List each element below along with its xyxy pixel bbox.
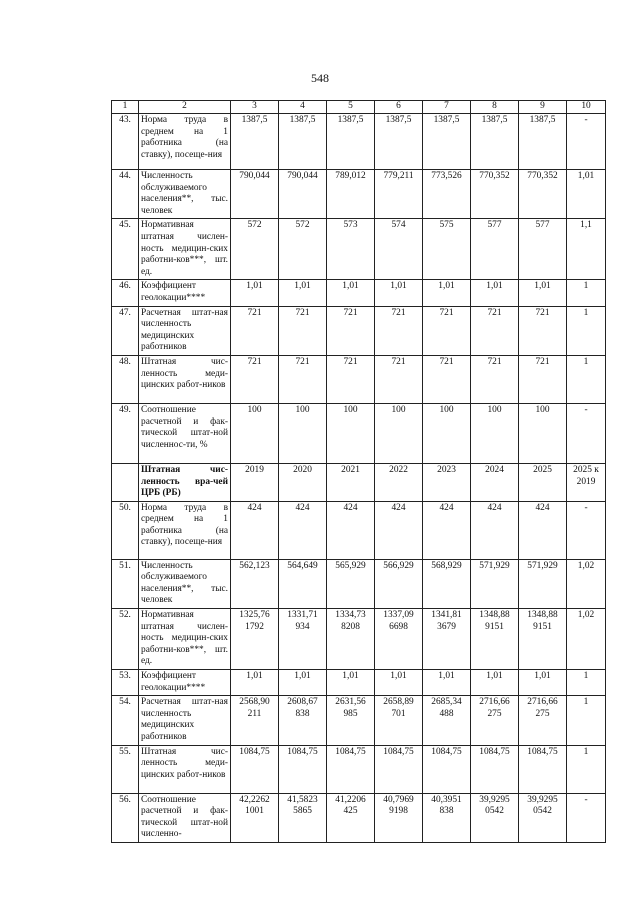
value-cell: 1,01 bbox=[567, 170, 606, 219]
value-cell: 1084,75 bbox=[375, 745, 423, 793]
value-cell: 424 bbox=[375, 501, 423, 559]
value-cell: 721 bbox=[375, 306, 423, 355]
value-cell: 424 bbox=[519, 501, 567, 559]
value-cell: 1387,5 bbox=[231, 114, 279, 170]
value-cell: 424 bbox=[231, 501, 279, 559]
value-cell: 721 bbox=[423, 355, 471, 403]
header-cell: 7 bbox=[423, 101, 471, 114]
value-cell: 1084,75 bbox=[327, 745, 375, 793]
value-cell: 1 bbox=[567, 355, 606, 403]
table-row bbox=[112, 219, 606, 280]
row-number: 47. bbox=[112, 306, 139, 355]
value-cell: 2019 bbox=[231, 463, 279, 501]
value-cell: 100 bbox=[375, 403, 423, 463]
value-cell: 573 bbox=[327, 219, 375, 280]
value-cell: 575 bbox=[423, 219, 471, 280]
value-cell: 1,01 bbox=[423, 280, 471, 306]
row-number: 52. bbox=[112, 609, 139, 670]
value-cell: 100 bbox=[423, 403, 471, 463]
header-cell: 3 bbox=[231, 101, 279, 114]
value-cell: 1084,75 bbox=[519, 745, 567, 793]
value-cell: 1,01 bbox=[519, 670, 567, 696]
header-cell: 5 bbox=[327, 101, 375, 114]
value-cell: 1 bbox=[567, 306, 606, 355]
value-cell: 1,01 bbox=[327, 280, 375, 306]
value-cell: 1387,5 bbox=[519, 114, 567, 170]
value-cell: 2658,89 701 bbox=[375, 696, 423, 745]
row-number: 54. bbox=[112, 696, 139, 745]
header-cell: 1 bbox=[112, 101, 139, 114]
row-number: 56. bbox=[112, 793, 139, 842]
value-cell: 1,01 bbox=[519, 280, 567, 306]
value-cell: 572 bbox=[279, 219, 327, 280]
row-label: Штатная чис-ленность меди-цинских работ-ников bbox=[139, 355, 231, 403]
value-cell: 40,7969 9198 bbox=[375, 793, 423, 842]
value-cell: 773,526 bbox=[423, 170, 471, 219]
row-number: 55. bbox=[112, 745, 139, 793]
row-number: 51. bbox=[112, 559, 139, 608]
value-cell: 721 bbox=[423, 306, 471, 355]
value-cell: 790,044 bbox=[231, 170, 279, 219]
value-cell: 1,01 bbox=[279, 280, 327, 306]
value-cell: 1,01 bbox=[327, 670, 375, 696]
value-cell: 577 bbox=[471, 219, 519, 280]
value-cell: 1,02 bbox=[567, 559, 606, 608]
table-body bbox=[112, 101, 606, 843]
value-cell: 770,352 bbox=[519, 170, 567, 219]
row-label: Расчетная штат-ная численность медицинских работников bbox=[139, 696, 231, 745]
value-cell: 1,01 bbox=[231, 280, 279, 306]
value-cell: 1,02 bbox=[567, 609, 606, 670]
value-cell: 1 bbox=[567, 280, 606, 306]
value-cell: 790,044 bbox=[279, 170, 327, 219]
value-cell: 721 bbox=[327, 306, 375, 355]
value-cell: 2685,34 488 bbox=[423, 696, 471, 745]
value-cell: 571,929 bbox=[519, 559, 567, 608]
table-row bbox=[112, 280, 606, 306]
table-row bbox=[112, 559, 606, 608]
value-cell: 1084,75 bbox=[471, 745, 519, 793]
value-cell: 564,649 bbox=[279, 559, 327, 608]
value-cell: 1 bbox=[567, 745, 606, 793]
row-label: Численность обслуживаемого населения**, тыс. человек bbox=[139, 170, 231, 219]
value-cell: 721 bbox=[279, 355, 327, 403]
value-cell: 1,01 bbox=[375, 280, 423, 306]
value-cell: 1334,73 8208 bbox=[327, 609, 375, 670]
value-cell: 1,01 bbox=[423, 670, 471, 696]
row-label: Коэффициент геолокации**** bbox=[139, 670, 231, 696]
value-cell: 1348,88 9151 bbox=[471, 609, 519, 670]
row-number: 50. bbox=[112, 501, 139, 559]
table-row bbox=[112, 793, 606, 842]
value-cell: 41,2206 425 bbox=[327, 793, 375, 842]
value-cell: 721 bbox=[279, 306, 327, 355]
value-cell: 1,01 bbox=[471, 670, 519, 696]
value-cell: 2608,67 838 bbox=[279, 696, 327, 745]
row-label: Норма труда в среднем на 1 работника (на ставку), посеще-ния bbox=[139, 114, 231, 170]
row-number: 44. bbox=[112, 170, 139, 219]
header-cell: 9 bbox=[519, 101, 567, 114]
header-cell: 10 bbox=[567, 101, 606, 114]
table-row bbox=[112, 306, 606, 355]
row-label: Соотношение расчетной и фак-тической штат-ной численнос-ти, % bbox=[139, 403, 231, 463]
value-cell: 1084,75 bbox=[423, 745, 471, 793]
table-row bbox=[112, 355, 606, 403]
value-cell: 1084,75 bbox=[279, 745, 327, 793]
value-cell: 577 bbox=[519, 219, 567, 280]
value-cell: 721 bbox=[519, 355, 567, 403]
staffing-table bbox=[111, 100, 606, 843]
value-cell: 565,929 bbox=[327, 559, 375, 608]
value-cell: 1387,5 bbox=[279, 114, 327, 170]
value-cell: 1348,88 9151 bbox=[519, 609, 567, 670]
value-cell: 100 bbox=[231, 403, 279, 463]
value-cell: 1,01 bbox=[231, 670, 279, 696]
row-label: Расчетная штат-ная численность медицинских работников bbox=[139, 306, 231, 355]
header-cell: 6 bbox=[375, 101, 423, 114]
value-cell: 424 bbox=[279, 501, 327, 559]
value-cell: 1387,5 bbox=[327, 114, 375, 170]
value-cell: 1 bbox=[567, 696, 606, 745]
value-cell: 2022 bbox=[375, 463, 423, 501]
value-cell: 2024 bbox=[471, 463, 519, 501]
table-row bbox=[112, 745, 606, 793]
row-number bbox=[112, 463, 139, 501]
value-cell: 2025 к 2019 bbox=[567, 463, 606, 501]
value-cell: 721 bbox=[519, 306, 567, 355]
value-cell: 2020 bbox=[279, 463, 327, 501]
value-cell: 789,012 bbox=[327, 170, 375, 219]
row-label: Соотношение расчетной и фак-тической штат-ной численно- bbox=[139, 793, 231, 842]
value-cell: 1 bbox=[567, 670, 606, 696]
value-cell: 2716,66 275 bbox=[519, 696, 567, 745]
header-row bbox=[112, 101, 606, 114]
value-cell: 562,123 bbox=[231, 559, 279, 608]
value-cell: 721 bbox=[327, 355, 375, 403]
row-number: 53. bbox=[112, 670, 139, 696]
row-label: Штатная чис-ленность вра-чей ЦРБ (РБ) bbox=[139, 463, 231, 501]
value-cell: 571,929 bbox=[471, 559, 519, 608]
row-number: 48. bbox=[112, 355, 139, 403]
value-cell: 100 bbox=[279, 403, 327, 463]
value-cell: 721 bbox=[375, 355, 423, 403]
value-cell: 770,352 bbox=[471, 170, 519, 219]
table-row bbox=[112, 463, 606, 501]
value-cell: 42,2262 1001 bbox=[231, 793, 279, 842]
value-cell: 41,5823 5865 bbox=[279, 793, 327, 842]
value-cell: 574 bbox=[375, 219, 423, 280]
row-label: Коэффициент геолокации**** bbox=[139, 280, 231, 306]
table-row bbox=[112, 670, 606, 696]
table-row bbox=[112, 609, 606, 670]
table-row bbox=[112, 403, 606, 463]
value-cell: 1387,5 bbox=[375, 114, 423, 170]
value-cell: 40,3951 838 bbox=[423, 793, 471, 842]
value-cell: - bbox=[567, 501, 606, 559]
value-cell: 39,9295 0542 bbox=[471, 793, 519, 842]
value-cell: - bbox=[567, 403, 606, 463]
row-label: Нормативная штатная числен-ность медицин-ских работни-ков***, шт. ед. bbox=[139, 609, 231, 670]
value-cell: 2025 bbox=[519, 463, 567, 501]
row-label: Норма труда в среднем на 1 работника (на ставку), посеще-ния bbox=[139, 501, 231, 559]
value-cell: 721 bbox=[471, 306, 519, 355]
table-row bbox=[112, 501, 606, 559]
value-cell: 2568,90 211 bbox=[231, 696, 279, 745]
value-cell: 2021 bbox=[327, 463, 375, 501]
value-cell: 100 bbox=[519, 403, 567, 463]
header-cell: 4 bbox=[279, 101, 327, 114]
value-cell: 779,211 bbox=[375, 170, 423, 219]
table-row bbox=[112, 170, 606, 219]
row-number: 43. bbox=[112, 114, 139, 170]
row-number: 45. bbox=[112, 219, 139, 280]
row-label: Численность обслуживаемого населения**, тыс. человек bbox=[139, 559, 231, 608]
value-cell: 2023 bbox=[423, 463, 471, 501]
value-cell: 424 bbox=[423, 501, 471, 559]
value-cell: 424 bbox=[327, 501, 375, 559]
value-cell: 721 bbox=[471, 355, 519, 403]
value-cell: 566,929 bbox=[375, 559, 423, 608]
value-cell: 1341,81 3679 bbox=[423, 609, 471, 670]
value-cell: - bbox=[567, 114, 606, 170]
value-cell: - bbox=[567, 793, 606, 842]
page-number: 548 bbox=[311, 71, 329, 85]
value-cell: 1,01 bbox=[471, 280, 519, 306]
value-cell: 1,01 bbox=[375, 670, 423, 696]
value-cell: 2716,66 275 bbox=[471, 696, 519, 745]
value-cell: 1084,75 bbox=[231, 745, 279, 793]
value-cell: 2631,56 985 bbox=[327, 696, 375, 745]
header-cell: 2 bbox=[139, 101, 231, 114]
row-number: 49. bbox=[112, 403, 139, 463]
header-cell: 8 bbox=[471, 101, 519, 114]
value-cell: 1,1 bbox=[567, 219, 606, 280]
value-cell: 1325,76 1792 bbox=[231, 609, 279, 670]
value-cell: 100 bbox=[327, 403, 375, 463]
value-cell: 1337,09 6698 bbox=[375, 609, 423, 670]
value-cell: 568,929 bbox=[423, 559, 471, 608]
value-cell: 721 bbox=[231, 306, 279, 355]
value-cell: 721 bbox=[231, 355, 279, 403]
row-label: Штатная чис-ленность меди-цинских работ-ников bbox=[139, 745, 231, 793]
row-number: 46. bbox=[112, 280, 139, 306]
table-row bbox=[112, 114, 606, 170]
value-cell: 572 bbox=[231, 219, 279, 280]
value-cell: 100 bbox=[471, 403, 519, 463]
value-cell: 1331,71 934 bbox=[279, 609, 327, 670]
table-row bbox=[112, 696, 606, 745]
value-cell: 39,9295 0542 bbox=[519, 793, 567, 842]
value-cell: 1387,5 bbox=[423, 114, 471, 170]
value-cell: 1387,5 bbox=[471, 114, 519, 170]
value-cell: 424 bbox=[471, 501, 519, 559]
value-cell: 1,01 bbox=[279, 670, 327, 696]
row-label: Нормативная штатная числен-ность медицин-ских работни-ков***, шт. ед. bbox=[139, 219, 231, 280]
